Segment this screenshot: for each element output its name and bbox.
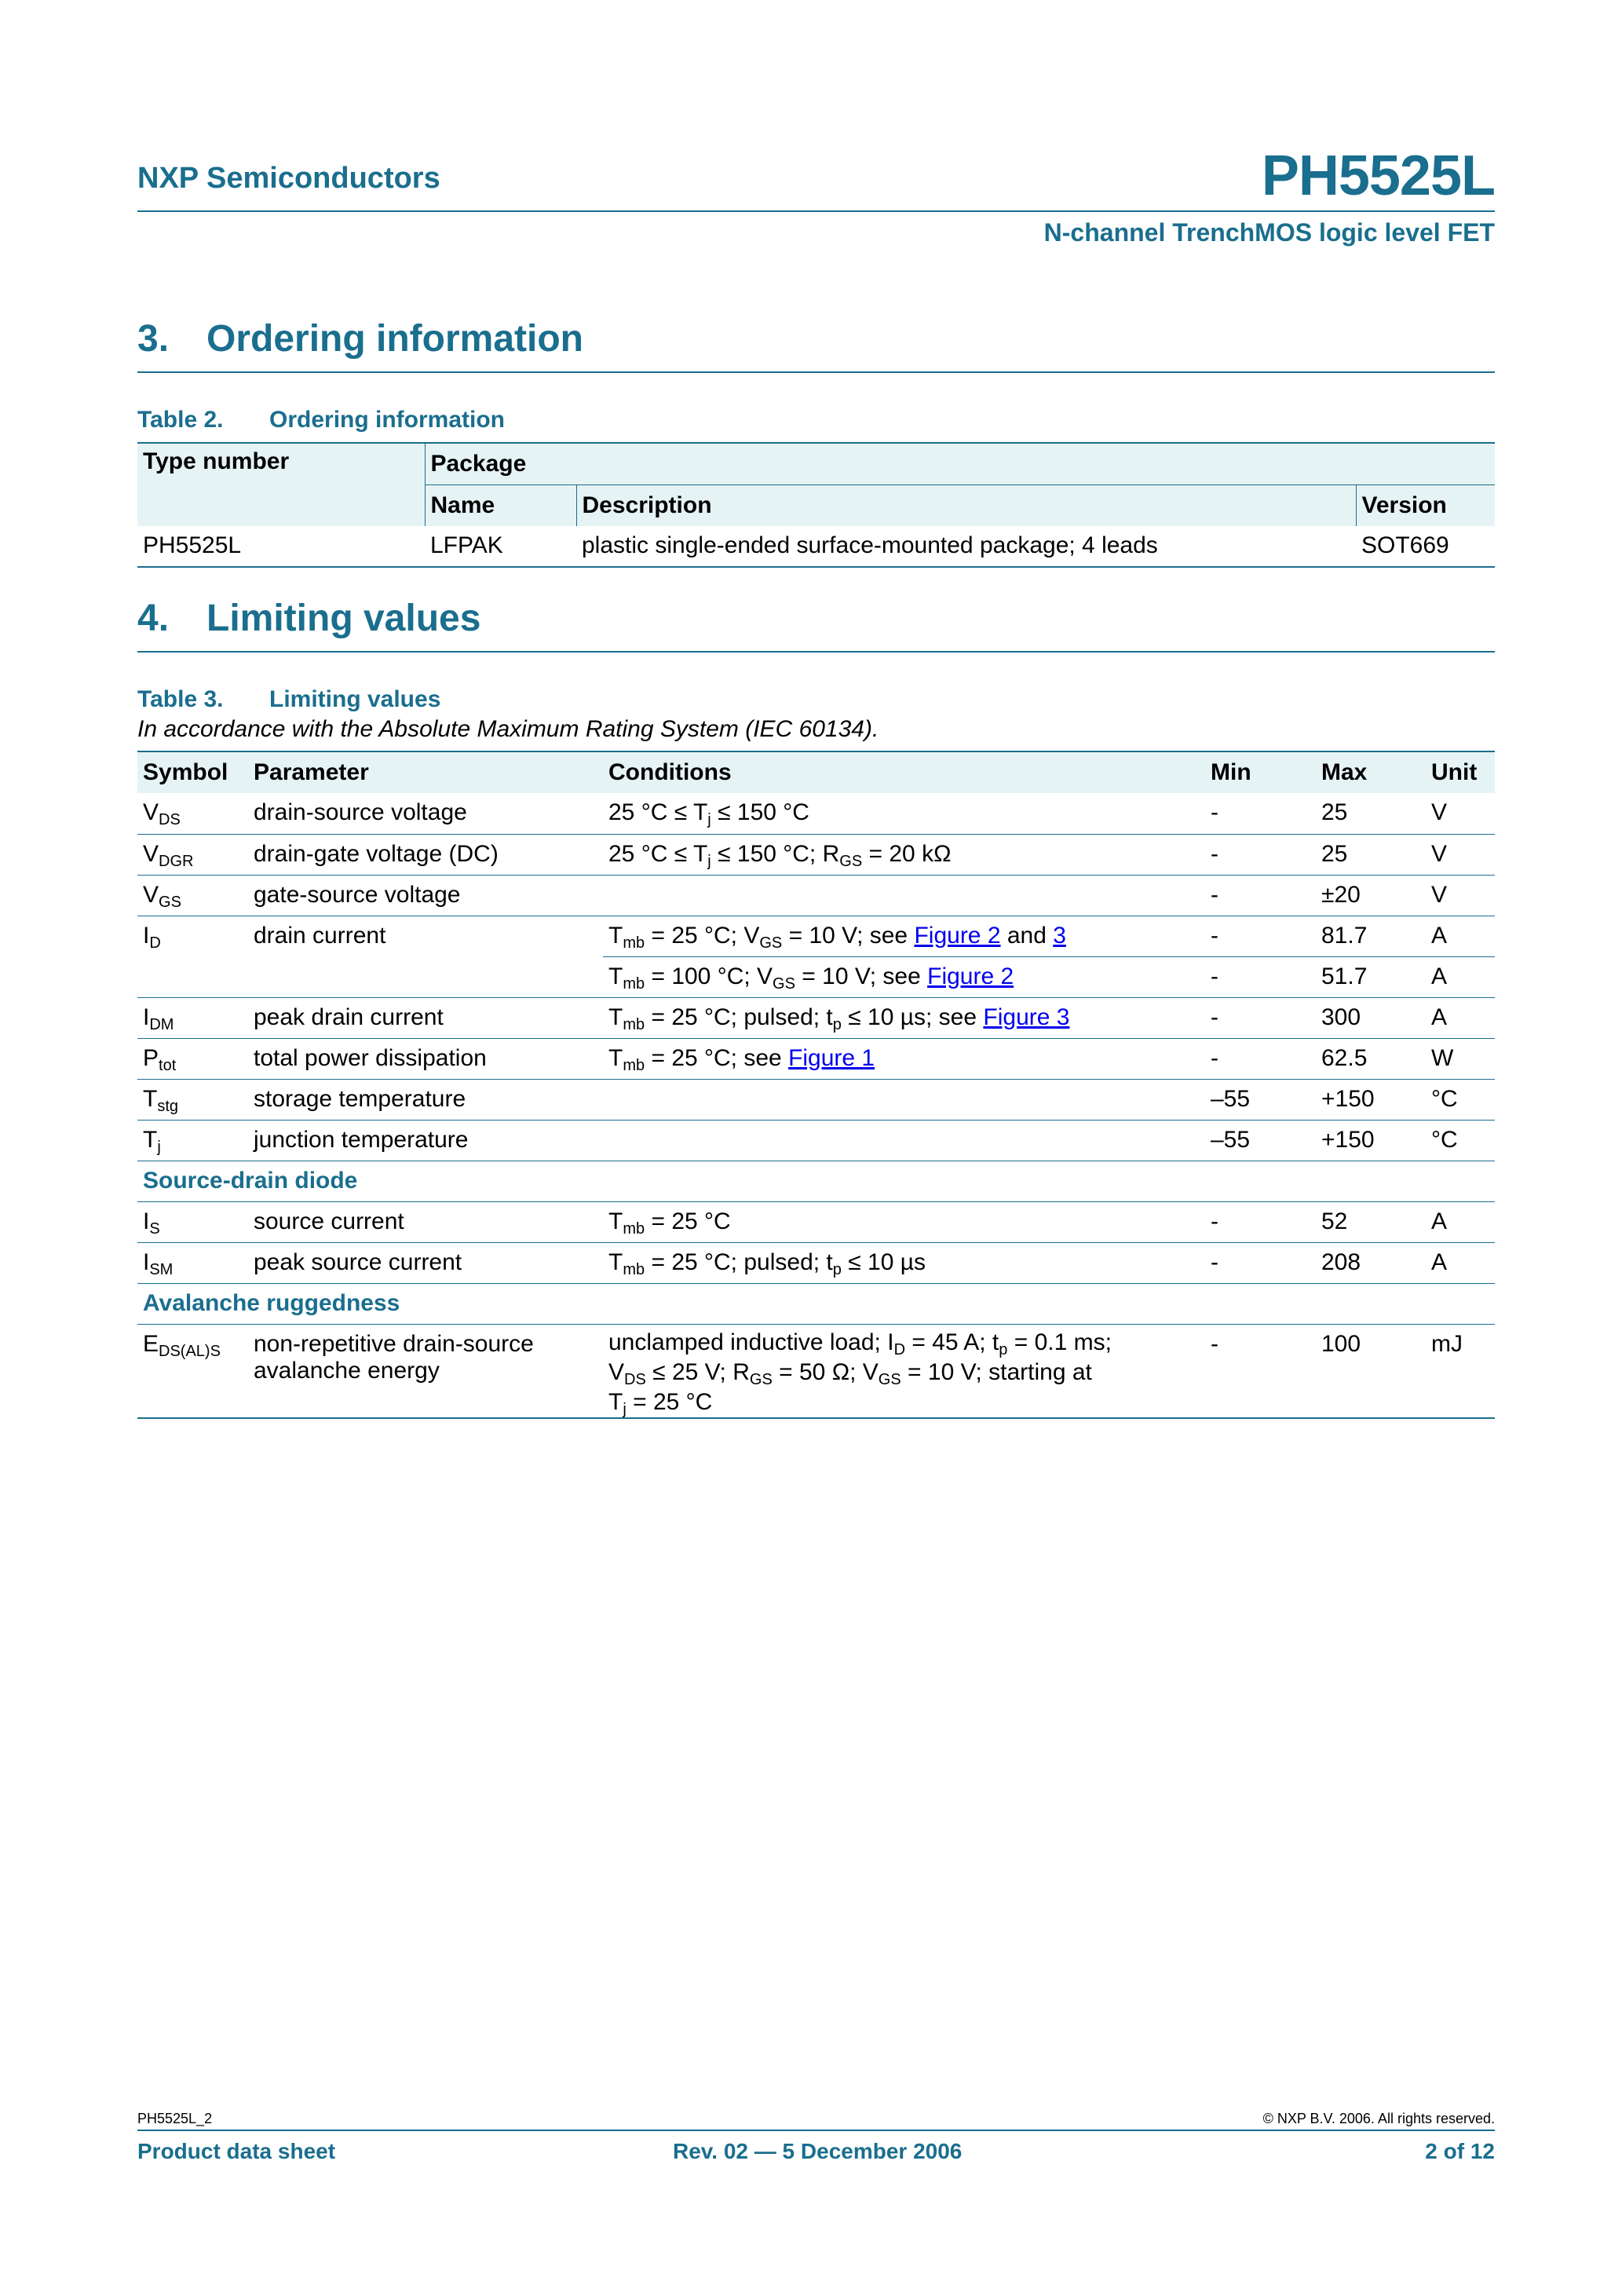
cell-symbol: $P_{tot}$	[143, 1044, 177, 1074]
cell-parameter: junction temperature	[254, 1126, 469, 1153]
cell-min: -	[1211, 1044, 1218, 1071]
company-name: NXP Semiconductors	[137, 162, 440, 195]
table-row	[137, 997, 1495, 1038]
cell-max: +150	[1321, 1126, 1375, 1153]
cell-unit: °C	[1431, 1085, 1458, 1112]
cell-version: SOT669	[1361, 532, 1449, 558]
cell-min: -	[1211, 881, 1218, 908]
cell-min: -	[1211, 963, 1218, 989]
table-caption	[137, 686, 440, 713]
cell-conditions: $T_{mb} = 25$ °C; pulsed; $t_p \le 10$ µs; see Figure 3	[608, 1004, 1070, 1033]
table-title: Limiting values	[269, 686, 441, 712]
cell-unit: V	[1431, 840, 1448, 867]
table-note: In accordance with the Absolute Maximum Rating System (IEC 60134).	[137, 716, 879, 742]
cell-max: 25	[1321, 840, 1348, 867]
cell-conditions	[603, 1079, 1205, 1120]
table-row	[137, 875, 1495, 916]
cell-max: 100	[1321, 1330, 1361, 1357]
cell-symbol: $I_{SM}$	[143, 1249, 174, 1278]
cell-conditions: $T_{mb} = 25$ °C	[608, 1208, 731, 1238]
cell-unit: mJ	[1431, 1330, 1463, 1357]
cell-unit: W	[1431, 1044, 1454, 1071]
cell-conditions: $T_{mb} = 25$ °C; pulsed; $t_p \le 10$ µs	[608, 1249, 926, 1278]
table-row	[137, 1242, 1495, 1283]
cell-max: ±20	[1321, 881, 1361, 908]
col-header-package: Package	[425, 443, 1495, 485]
col-header-version: Version	[1356, 485, 1495, 527]
cell-description: plastic single-ended surface-mounted package; 4 leads	[582, 532, 1158, 558]
cell-max: 51.7	[1321, 963, 1368, 989]
cell-min: -	[1211, 1208, 1218, 1234]
cell-unit: A	[1426, 916, 1495, 956]
cell-parameter: peak source current	[254, 1249, 462, 1275]
figure-2-link[interactable]: Figure 2	[927, 963, 1014, 989]
header-rule	[137, 210, 1495, 212]
table-subheading	[137, 1283, 1495, 1324]
cell-symbol: $T_j$	[143, 1126, 161, 1156]
table-row	[137, 793, 1495, 834]
cell-unit: V	[1431, 799, 1448, 825]
cell-unit: °C	[1431, 1126, 1458, 1153]
cell-symbol: $I_S$	[143, 1208, 160, 1238]
cell-min: -	[1211, 799, 1218, 825]
cell-symbol: $V_{DS}$	[143, 799, 181, 828]
product-subtitle: N-channel TrenchMOS logic level FET	[1043, 218, 1495, 247]
table-row	[137, 1324, 1495, 1418]
table-row	[137, 1079, 1495, 1120]
cell-parameter: peak drain current	[254, 1004, 444, 1030]
cell-conditions: 25 $^\circ C \le T_j \le 150$ °C; $R_{GS} = 20$ kΩ	[608, 840, 952, 870]
cell-unit: A	[1431, 963, 1448, 989]
figure-2-link[interactable]: Figure 2	[914, 922, 1001, 949]
section-heading-ordering	[137, 317, 1495, 373]
col-header-unit: Unit	[1426, 751, 1495, 793]
cell-unit: A	[1431, 1208, 1448, 1234]
cell-conditions: $T_{mb} = 100$ °C; $V_{GS} = 10$ V; see Figure 2	[608, 963, 1014, 993]
section-number: 4.	[137, 598, 170, 639]
cell-symbol	[137, 956, 248, 997]
footer-doc-type: Product data sheet	[137, 2139, 336, 2163]
cell-parameter: drain-source voltage	[254, 799, 467, 825]
table-number: Table 2.	[137, 407, 224, 433]
col-header-min: Min	[1205, 751, 1316, 793]
cell-symbol: $I_D$	[143, 922, 161, 952]
cell-symbol: $T_{stg}$	[143, 1085, 179, 1115]
table-caption	[137, 407, 505, 433]
cell-unit: V	[1431, 881, 1448, 908]
table-title: Ordering information	[269, 407, 505, 433]
footer-revision: Rev. 02 — 5 December 2006	[673, 2139, 963, 2163]
cell-min: -	[1205, 916, 1316, 956]
section-title: Limiting values	[206, 598, 481, 639]
cell-parameter: drain current	[254, 922, 386, 949]
col-header-description: Description	[576, 485, 1356, 527]
cell-max: 81.7	[1316, 916, 1426, 956]
figure-3-link[interactable]: Figure 3	[983, 1004, 1070, 1030]
cell-conditions	[603, 875, 1205, 916]
table-row	[137, 1120, 1495, 1161]
footer-rule	[137, 2130, 1495, 2131]
cell-max: +150	[1321, 1085, 1375, 1112]
limiting-values-table	[137, 751, 1495, 1419]
cell-max: 62.5	[1321, 1044, 1368, 1071]
cell-conditions	[603, 1120, 1205, 1161]
subheading-avalanche: Avalanche ruggedness	[143, 1289, 400, 1316]
cell-min: -	[1211, 840, 1218, 867]
cell-conditions: 25 $^\circ C \le T_j \le 150$ °C	[608, 799, 809, 828]
figure-1-link[interactable]: Figure 1	[788, 1044, 875, 1071]
col-header-type-number: Type number	[137, 443, 425, 526]
subheading-source-drain: Source-drain diode	[143, 1167, 358, 1194]
section-number: 3.	[137, 318, 170, 360]
cell-conditions: $T_{mb} = 25$ °C; see Figure 1	[608, 1044, 875, 1074]
footer-doc-id: PH5525L_2	[137, 2111, 213, 2126]
table-row	[137, 1038, 1495, 1079]
cell-parameter	[248, 956, 603, 997]
cell-unit: A	[1431, 1249, 1448, 1275]
cell-conditions: unclamped inductive load; $I_D = 45$ A; $t_p = 0.1$ ms; $V_{DS} \le 25$ V; $R_{GS} = 50$ Ω; $V_{GS} = 10$ V; starting at $T_j = 25$ °C	[608, 1329, 1112, 1418]
figure-3-link[interactable]: 3	[1053, 922, 1066, 949]
col-header-parameter: Parameter	[248, 751, 603, 793]
cell-min: -	[1211, 1249, 1218, 1275]
cell-max: 208	[1321, 1249, 1361, 1275]
cell-max: 300	[1321, 1004, 1361, 1030]
footer-copyright: © NXP B.V. 2006. All rights reserved.	[1262, 2111, 1495, 2126]
col-header-name: Name	[425, 485, 576, 527]
table-row	[137, 834, 1495, 875]
col-header-conditions: Conditions	[603, 751, 1205, 793]
cell-parameter: drain-gate voltage (DC)	[254, 840, 499, 867]
table-row	[137, 1201, 1495, 1242]
col-header-max: Max	[1316, 751, 1426, 793]
table-subheading	[137, 1161, 1495, 1201]
cell-parameter: gate-source voltage	[254, 881, 461, 908]
section-heading-limiting	[137, 597, 1495, 653]
cell-symbol: $V_{DGR}$	[143, 840, 194, 870]
col-header-symbol: Symbol	[137, 751, 248, 793]
cell-symbol: $V_{GS}$	[143, 881, 181, 911]
cell-min: -	[1211, 1004, 1218, 1030]
cell-parameter: storage temperature	[254, 1085, 466, 1112]
product-title: PH5525L	[1261, 144, 1495, 207]
ordering-table	[137, 442, 1495, 568]
footer-page-number: 2 of 12	[1425, 2139, 1495, 2163]
table-row	[137, 916, 1495, 956]
cell-symbol: $E_{DS(AL)S}$	[143, 1330, 221, 1360]
section-title: Ordering information	[206, 318, 583, 360]
cell-type-number: PH5525L	[143, 532, 242, 558]
cell-name: LFPAK	[430, 532, 503, 558]
cell-parameter: total power dissipation	[254, 1044, 487, 1071]
cell-conditions: $T_{mb} = 25$ °C; $V_{GS} = 10$ V; see Figure 2 and 3	[603, 916, 1205, 956]
cell-max: 25	[1321, 799, 1348, 825]
cell-min: –55	[1211, 1126, 1251, 1153]
table-row	[137, 956, 1495, 997]
cell-min: –55	[1211, 1085, 1251, 1112]
table-row	[137, 526, 1495, 567]
cell-parameter: non-repetitive drain-source avalanche energy	[254, 1330, 534, 1384]
table-number: Table 3.	[137, 686, 224, 712]
cell-unit: A	[1431, 1004, 1448, 1030]
cell-symbol: $I_{DM}$	[143, 1004, 174, 1033]
cell-parameter: source current	[254, 1208, 404, 1234]
cell-min: -	[1211, 1330, 1218, 1357]
cell-max: 52	[1321, 1208, 1348, 1234]
